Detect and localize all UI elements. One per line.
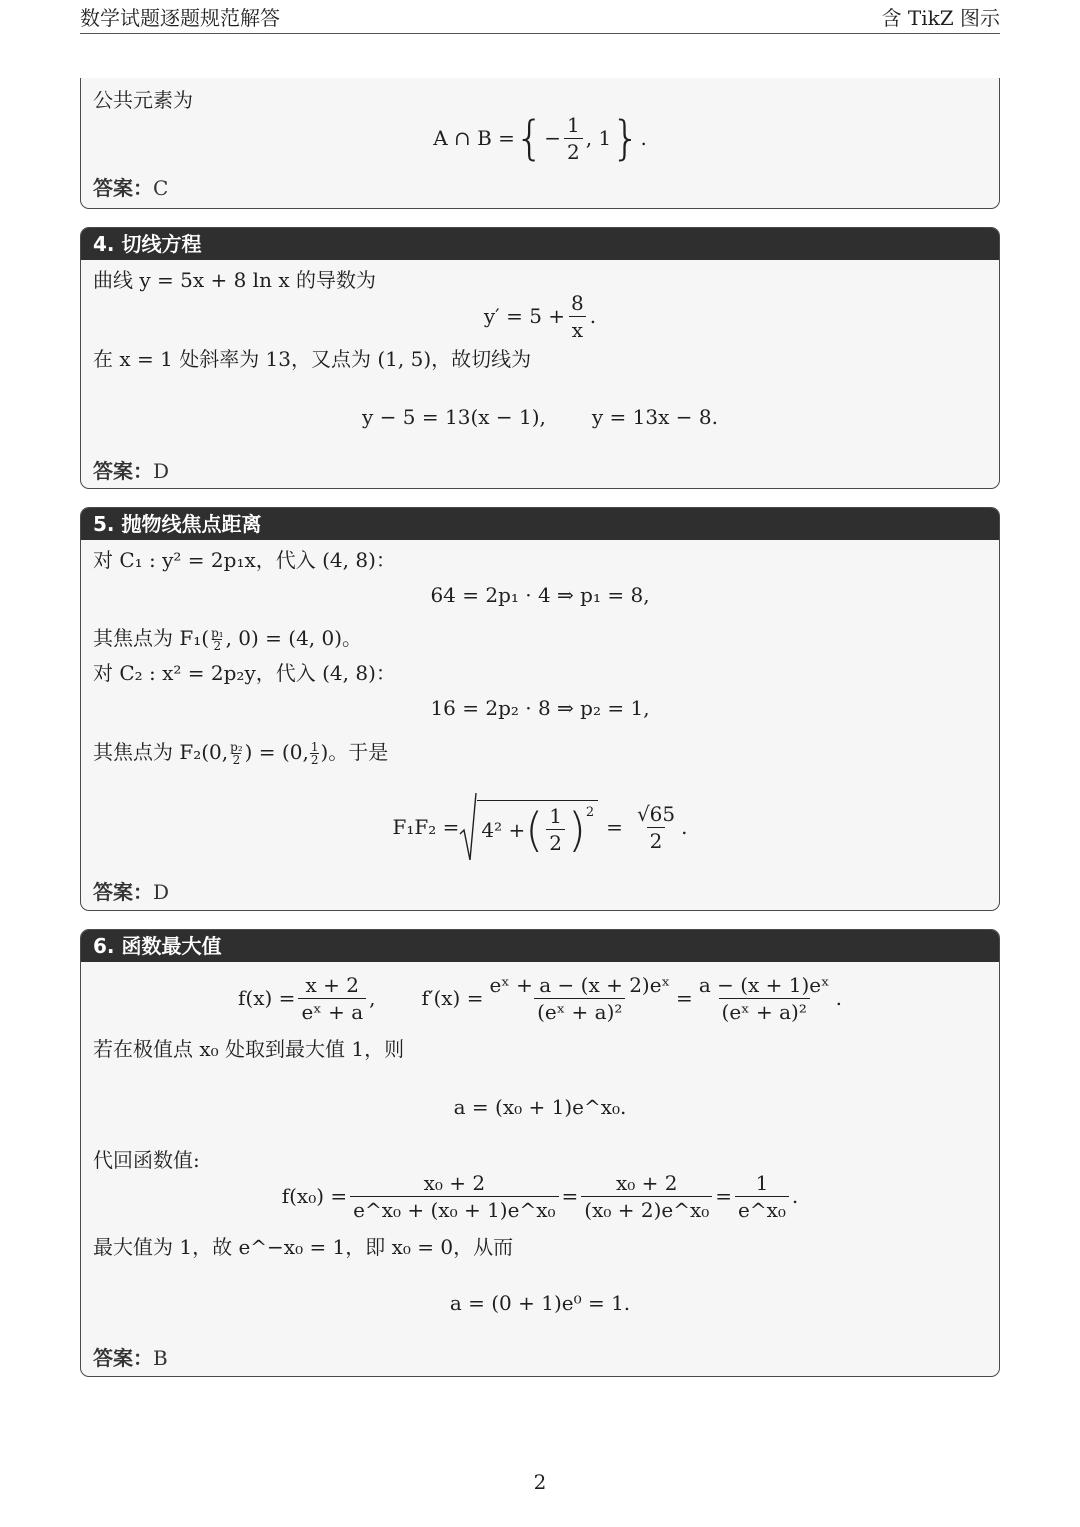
answer: 答案：B xyxy=(93,1346,168,1370)
fraction: $\frac{\text{a − (x + 1)eˣ}}{\text{(eˣ + a)²}}$ xyxy=(698,972,830,1024)
solution-box-5 xyxy=(80,507,1000,911)
fraction: $\frac{√65}{2}$ xyxy=(636,801,676,853)
fraction: $\frac{1}{\text{e\textasciicircum{}x₀}}$ xyxy=(735,1172,789,1221)
brace-left: { xyxy=(514,111,545,165)
equation-tangent: y − 5 = 13(x − 1), y = 13x − 8. xyxy=(362,405,718,429)
equation-distance: F₁F₂ = 4² + ( $\frac{1}{2}$ ) $^2$ = $\frac{√65}{2}$ . xyxy=(81,790,999,864)
fraction: $\frac{x + 2}{\text{eˣ + a}}$ xyxy=(298,974,366,1023)
equation-p2: 16 = 2p₂ · 8 ⇒ p₂ = 1, xyxy=(430,696,650,720)
text-line: 对 C₂ : x² = 2p₂y，代入 (4, 8)： xyxy=(93,661,396,685)
equation-intersection: A ∩ B = { − $\frac{1}{2}$ , 1 } . xyxy=(433,111,647,165)
small-fraction: $\frac{\text{p₂}}{2}$ xyxy=(230,740,243,767)
text-line: 其焦点为 F₂(0, $\frac{\text{p₂}}{2}$ ) = (0, $\frac{1}{2}$ )。于是 xyxy=(93,740,389,767)
answer: 答案：D xyxy=(93,880,170,904)
equation-fx0: f(x₀) = $\frac{\text{x₀ + 2}}{\text{e\textasciicircum{}x₀ + (x₀ + 1)e\textasciicircum{}x₀}}$ = $\frac{\text{x₀ + 2}}{\text{(x₀ + 2)e\textasciicircum{}x₀}}$ = $\frac{1}{\text{e\textasciicircum{}x₀}}$ . xyxy=(281,1170,799,1222)
eq-minus: − xyxy=(544,126,561,150)
page-header xyxy=(80,6,1000,34)
equation-p1: 64 = 2p₁ · 4 ⇒ p₁ = 8, xyxy=(430,583,650,607)
box-title: 4. 切线方程 xyxy=(81,228,999,260)
page-number: 2 xyxy=(533,1470,547,1494)
fraction: $\frac{\text{x₀ + 2}}{\text{e\textasciicircum{}x₀ + (x₀ + 1)e\textasciicircum{}x₀}}$ xyxy=(350,1172,558,1221)
eq-lhs: A ∩ B = xyxy=(433,126,515,150)
answer: 答案：D xyxy=(93,459,170,483)
text-line: 若在极值点 x₀ 处取到最大值 1，则 xyxy=(93,1037,405,1061)
eq-rest: , 1 xyxy=(585,126,612,150)
text-line: 公共元素为 xyxy=(93,88,193,112)
text-line: 其焦点为 F₁( $\frac{\text{p₁}}{2}$ , 0) = (4, 0)。 xyxy=(93,626,363,653)
fraction: $\frac{\text{eˣ + a − (x + 2)eˣ}}{\text{(eˣ + a)²}}$ xyxy=(489,972,671,1024)
text-line: 对 C₁ : y² = 2p₁x，代入 (4, 8)： xyxy=(93,548,396,572)
fraction: $\frac{\text{x₀ + 2}}{\text{(x₀ + 2)e\textasciicircum{}x₀}}$ xyxy=(581,1172,712,1221)
text-line: 在 x = 1 处斜率为 13，又点为 (1, 5)，故切线为 xyxy=(93,347,532,371)
solution-box-4 xyxy=(80,227,1000,489)
text-line: 曲线 y = 5x + 8 ln x 的导数为 xyxy=(93,268,376,292)
text-line: 最大值为 1，故 e^−x₀ = 1，即 x₀ = 0，从而 xyxy=(93,1235,514,1259)
equation-a-value: a = (0 + 1)e⁰ = 1. xyxy=(449,1291,631,1315)
fraction: $\frac{1}{2}$ xyxy=(546,805,565,854)
equation-a: a = (x₀ + 1)e^x₀. xyxy=(453,1095,627,1119)
equation-derivative: y′ = 5 + $\frac{8}{x}$ . xyxy=(483,290,597,342)
small-fraction: $\frac{\text{p₁}}{2}$ xyxy=(211,626,224,653)
header-right-title: 含 TikZ 图示 xyxy=(881,6,1000,30)
brace-right: } xyxy=(611,111,641,165)
small-fraction: $\frac{1}{2}$ xyxy=(310,740,319,767)
solution-box-6 xyxy=(80,929,1000,1377)
radical-sign-icon xyxy=(459,792,477,862)
equation-function: f(x) = $\frac{x + 2}{\text{eˣ + a}}$ , f′(x) = $\frac{\text{eˣ + a − (x + 2)eˣ}}{\text{(eˣ + a)²}}$ = $\frac{\text{a − (x + 1)eˣ}}{\text{(eˣ + a)²}}$ . xyxy=(238,972,842,1024)
solution-box-3 xyxy=(80,78,1000,209)
header-left-title: 数学试题逐题规范解答 xyxy=(80,6,280,30)
answer: 答案：C xyxy=(93,176,169,200)
fraction: $\frac{8}{x}$ xyxy=(568,292,587,341)
box-title: 6. 函数最大值 xyxy=(81,930,999,962)
square-root: 4² + ( $\frac{1}{2}$ ) $^2$ xyxy=(459,792,598,862)
text-line: 代回函数值: xyxy=(93,1148,200,1172)
fraction: $\frac{1}{2}$ xyxy=(564,114,583,163)
box-title: 5. 抛物线焦点距离 xyxy=(81,508,999,540)
